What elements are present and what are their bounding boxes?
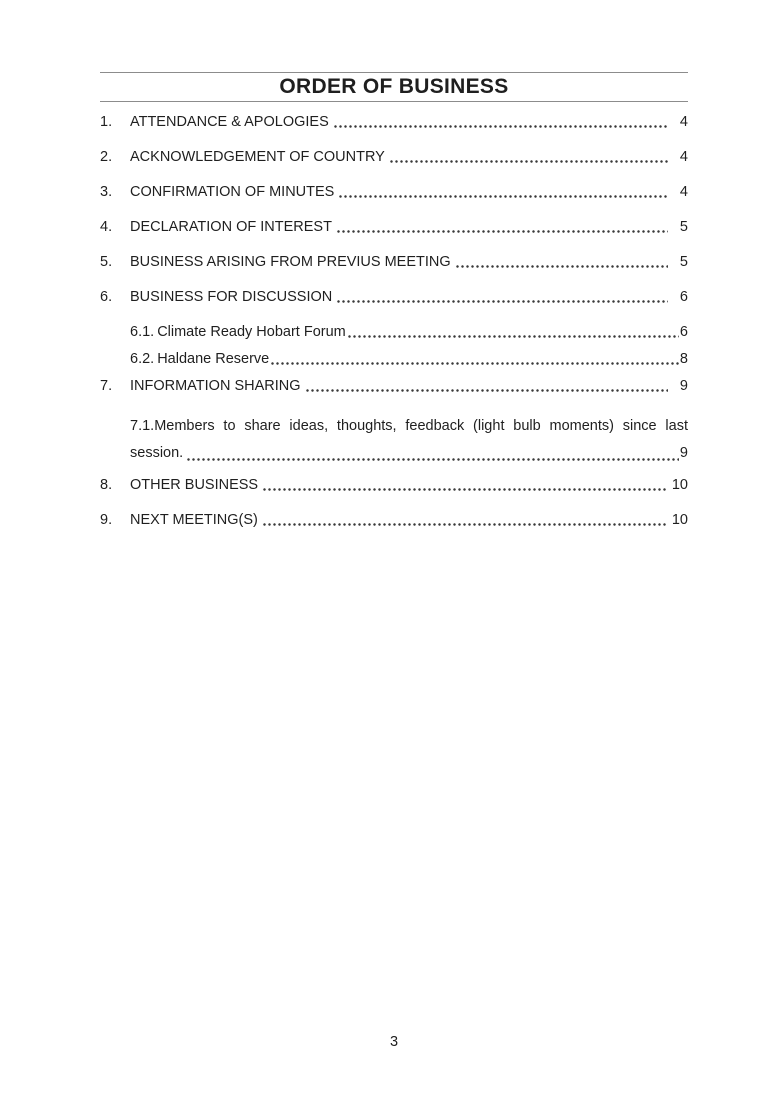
toc-entry [100,477,688,494]
toc-entry-number: 8. [100,477,113,493]
toc-entry-page: 5 [679,254,688,270]
toc-entry [130,351,688,368]
toc-entry-page: 6 [679,324,688,340]
dotted-leader [337,230,668,233]
dotted-leader [348,335,679,338]
toc-entry [130,413,688,467]
toc-entry-page: 9 [679,378,688,394]
toc-entry [100,149,688,166]
toc-entry-number: 6.2. [130,351,155,367]
toc-entry-number: 7. [100,378,113,394]
toc-entry-label: BUSINESS ARISING FROM PREVIUS MEETING [130,254,451,270]
toc-entry [100,114,688,131]
toc-entry-page: 6 [679,289,688,305]
toc-entry [130,324,688,341]
page-footer [100,1034,688,1051]
dotted-leader [337,300,668,303]
dotted-leader [456,265,668,268]
toc-entry-page: 4 [679,149,688,165]
toc-entry-label: ACKNOWLEDGEMENT OF COUNTRY [130,149,385,165]
toc-entry-number: 4. [100,219,113,235]
toc-entry-number: 3. [100,184,113,200]
page-number: 3 [389,1034,399,1050]
toc-entry [100,254,688,271]
toc-entry-number: 9. [100,512,113,528]
toc-entry [100,512,688,529]
dotted-leader [263,488,666,491]
toc-entry-number: 7.1. [130,418,155,434]
toc-entry-label: CONFIRMATION OF MINUTES [130,184,335,200]
dotted-leader [263,523,666,526]
toc-entry [100,289,688,306]
page-title: ORDER OF BUSINESS [279,75,509,98]
toc-entry-page: 9 [679,445,688,461]
toc-entry-number: 6. [100,289,113,305]
toc-entry-label: NEXT MEETING(S) [130,512,258,528]
toc-entry-number: 1. [100,114,113,130]
toc-entry-page: 8 [679,351,688,367]
dotted-leader [187,458,679,461]
toc-entry-page: 4 [679,184,688,200]
toc-entry-label: Haldane Reserve [157,351,270,367]
toc-entry-line [130,413,688,440]
toc-entry-page: 10 [671,477,688,493]
toc-entry-label: INFORMATION SHARING [130,378,301,394]
toc-entry-label: BUSINESS FOR DISCUSSION [130,289,333,305]
toc-entry-label: DECLARATION OF INTEREST [130,219,332,235]
toc-entry-number: 6.1. [130,324,155,340]
toc-entry-label: ATTENDANCE & APOLOGIES [130,114,329,130]
dotted-leader [334,125,668,128]
toc-entry-page: 4 [679,114,688,130]
table-of-contents [100,114,688,547]
dotted-leader [339,195,668,198]
toc-entry-line [130,440,688,467]
dotted-leader [306,389,668,392]
toc-entry-label: Members to share ideas, thoughts, feedback (light bulb moments) since last [154,418,688,434]
toc-entry [100,378,688,395]
toc-entry-number: 2. [100,149,113,165]
dotted-leader [271,362,679,365]
toc-entry-page: 5 [679,219,688,235]
toc-entry-label: Climate Ready Hobart Forum [157,324,346,340]
order-of-business-header [100,72,688,102]
toc-entry [100,219,688,236]
toc-entry-number: 5. [100,254,113,270]
toc-entry-label: OTHER BUSINESS [130,477,259,493]
toc-entry-label: session. [130,445,184,461]
toc-entry-page: 10 [671,512,688,528]
toc-entry [100,184,688,201]
dotted-leader [390,160,668,163]
